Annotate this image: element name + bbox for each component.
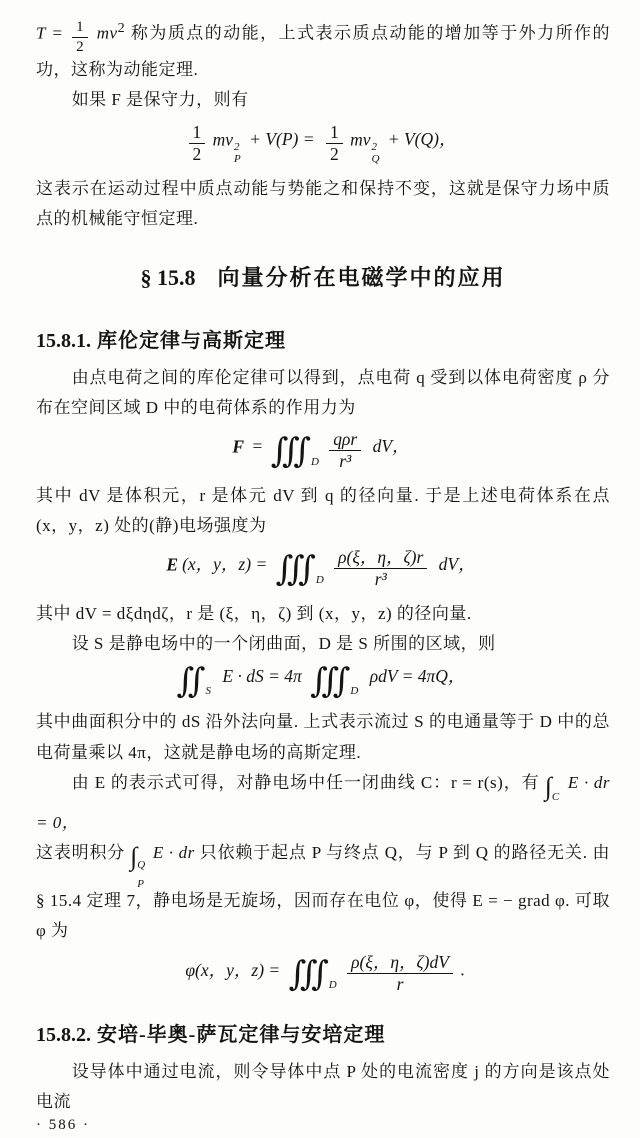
- fraction-denominator: r³: [339, 451, 352, 472]
- paragraph-text: 称为质点的动能，上式表示质点动能的增加等于外力所作的功，这称为动能定理.: [36, 23, 611, 80]
- paragraph-text: 设 S 是静电场中的一个闭曲面，D 是 S 所围的区域，则: [71, 633, 496, 653]
- paragraph-closed-surface: [36, 629, 610, 659]
- fraction-denominator: 2: [76, 38, 85, 55]
- paragraph-text: 由 E 的表示式可得，对静电场中任一闭曲线 C：r = r(s)，有: [71, 772, 540, 792]
- triple-integral-symbol: ∭: [288, 956, 326, 994]
- sup-sub-stack: 2 P: [234, 140, 241, 165]
- term-VQ: + V(Q)，: [387, 129, 457, 150]
- integral-domain: D: [315, 573, 324, 586]
- integral-surface: S: [205, 685, 211, 698]
- force-vector-F: F: [232, 436, 245, 457]
- field-args: (x，y，z) =: [182, 554, 268, 575]
- paragraph-closed-curve: [36, 768, 610, 838]
- integral-limits: [137, 856, 146, 891]
- volume-differential: dV，: [438, 554, 476, 575]
- paragraph-coulomb-law: [36, 363, 610, 424]
- paragraph-current-density: [36, 1057, 610, 1118]
- potential-lhs: φ(x，y，z) =: [185, 959, 281, 980]
- paragraph-volume-element: [36, 481, 610, 542]
- integral-curve: C: [551, 790, 560, 803]
- flux-term: E · dS = 4π: [222, 666, 302, 687]
- fraction-numerator: ρ(ξ，η，ζ)r: [334, 548, 427, 569]
- paragraph-mechanical-energy: [36, 174, 610, 235]
- paragraph-path-independence: [36, 838, 610, 946]
- paragraph-text: 设导体中通过电流，则令导体中点 P 处的电流密度 j 的方向是该点处电流: [36, 1061, 610, 1111]
- charge-term: ρdV = 4πQ，: [369, 666, 466, 687]
- path-integral-symbol: ∫: [130, 842, 135, 872]
- paragraph-dv-definition: [36, 599, 610, 629]
- integral-domain: D: [350, 685, 359, 698]
- inline-math-mv: mv: [96, 23, 118, 43]
- fraction-half: $\frac{1}{2}$: [326, 123, 343, 165]
- inline-fraction-half: [72, 19, 88, 55]
- subsection-title: 库伦定律与高斯定理: [97, 329, 286, 352]
- fraction-numerator: ρ(ξ，η，ζ)dV: [347, 953, 453, 974]
- paragraph-text: 如果 F 是保守力，则有: [71, 90, 249, 110]
- sup-sub-stack: 2 Q: [371, 140, 380, 165]
- integrand: E · dr = 0，: [36, 772, 611, 832]
- integrand: E · dr: [152, 842, 195, 862]
- integral-domain: D: [310, 455, 319, 468]
- equals-sign: =: [252, 436, 263, 457]
- paragraph-text: 只依赖于起点 P 与终点 Q，与 P 到 Q 的路径无关. 由 § 15.4 定理 7，静电场是无旋场，因而存在电位 φ，使得 E = − grad φ. 可取 φ 为: [36, 842, 611, 940]
- triple-integral-symbol: ∭: [275, 550, 313, 588]
- double-integral-symbol: ∬: [176, 662, 203, 700]
- fraction: [347, 953, 453, 995]
- fraction: [329, 430, 361, 472]
- fraction-denominator: r³: [374, 569, 387, 590]
- line-integral-symbol: ∫: [544, 772, 549, 802]
- term-mv: mv: [350, 129, 371, 150]
- paragraph-kinetic-energy: [36, 16, 610, 85]
- page-number: · 586 ·: [36, 1117, 90, 1134]
- field-vector-E: E: [166, 554, 179, 575]
- formula-potential: [36, 953, 610, 995]
- subsection-header-ampere: [36, 1018, 610, 1047]
- triple-integral-symbol: ∭: [270, 432, 308, 470]
- subsection-number: 15.8.2.: [36, 1023, 91, 1046]
- paragraph-gauss-explanation: [36, 707, 610, 768]
- fraction-half: $\frac{1}{2}$: [189, 123, 206, 165]
- paragraph-text: 这表明积分: [36, 842, 126, 862]
- paragraph-text: 其中 dV = dξdηdζ，r 是 (ξ，η，ζ) 到 (x，y，z) 的径向量.: [36, 603, 472, 623]
- fraction: [334, 548, 427, 590]
- lower-limit: P: [137, 878, 145, 891]
- inline-math-T: T =: [36, 23, 64, 43]
- section-header: [36, 261, 610, 292]
- paragraph-text: 其中 dV 是体积元，r 是体元 dV 到 q 的径向量. 于是上述电荷体系在点 (x，y，z) 处的(静)电场强度为: [36, 485, 610, 535]
- subsection-header-coulomb: [36, 324, 610, 353]
- upper-limit: Q: [137, 858, 146, 871]
- period: .: [460, 959, 465, 980]
- paragraph-text: 由点电荷之间的库伦定律可以得到，点电荷 q 受到以体电荷密度 ρ 分布在空间区域 D 中的电荷体系的作用力为: [36, 367, 610, 417]
- volume-differential: dV，: [372, 436, 410, 457]
- formula-gauss-theorem: [36, 662, 610, 700]
- formula-force: [36, 430, 610, 472]
- paragraph-conservative-force: [36, 85, 610, 115]
- formula-electric-field: [36, 548, 610, 590]
- fraction-numerator: qρr: [329, 430, 361, 451]
- term-mv: mv: [212, 129, 234, 150]
- triple-integral-symbol: ∭: [310, 662, 348, 700]
- subsection-number: 15.8.1.: [36, 329, 91, 352]
- formula-energy-conservation: [36, 123, 610, 165]
- fraction-numerator: 1: [72, 19, 88, 38]
- section-title: 向量分析在电磁学中的应用: [217, 264, 506, 290]
- integral-domain: D: [328, 978, 337, 991]
- fraction-denominator: r: [396, 974, 404, 995]
- paragraph-text: 其中曲面积分中的 dS 沿外法向量. 上式表示流过 S 的电通量等于 D 中的总电荷量乘以 4π，这就是静电场的高斯定理.: [36, 712, 610, 762]
- subsection-title: 安培-毕奥-萨瓦定律与安培定理: [97, 1023, 386, 1046]
- term-VP: + V(P) =: [249, 129, 315, 150]
- inline-math-exponent: 2: [117, 20, 126, 36]
- paragraph-text: 这表示在运动过程中质点动能与势能之和保持不变，这就是保守力场中质点的机械能守恒定理.: [36, 179, 610, 229]
- section-number: § 15.8: [140, 264, 196, 290]
